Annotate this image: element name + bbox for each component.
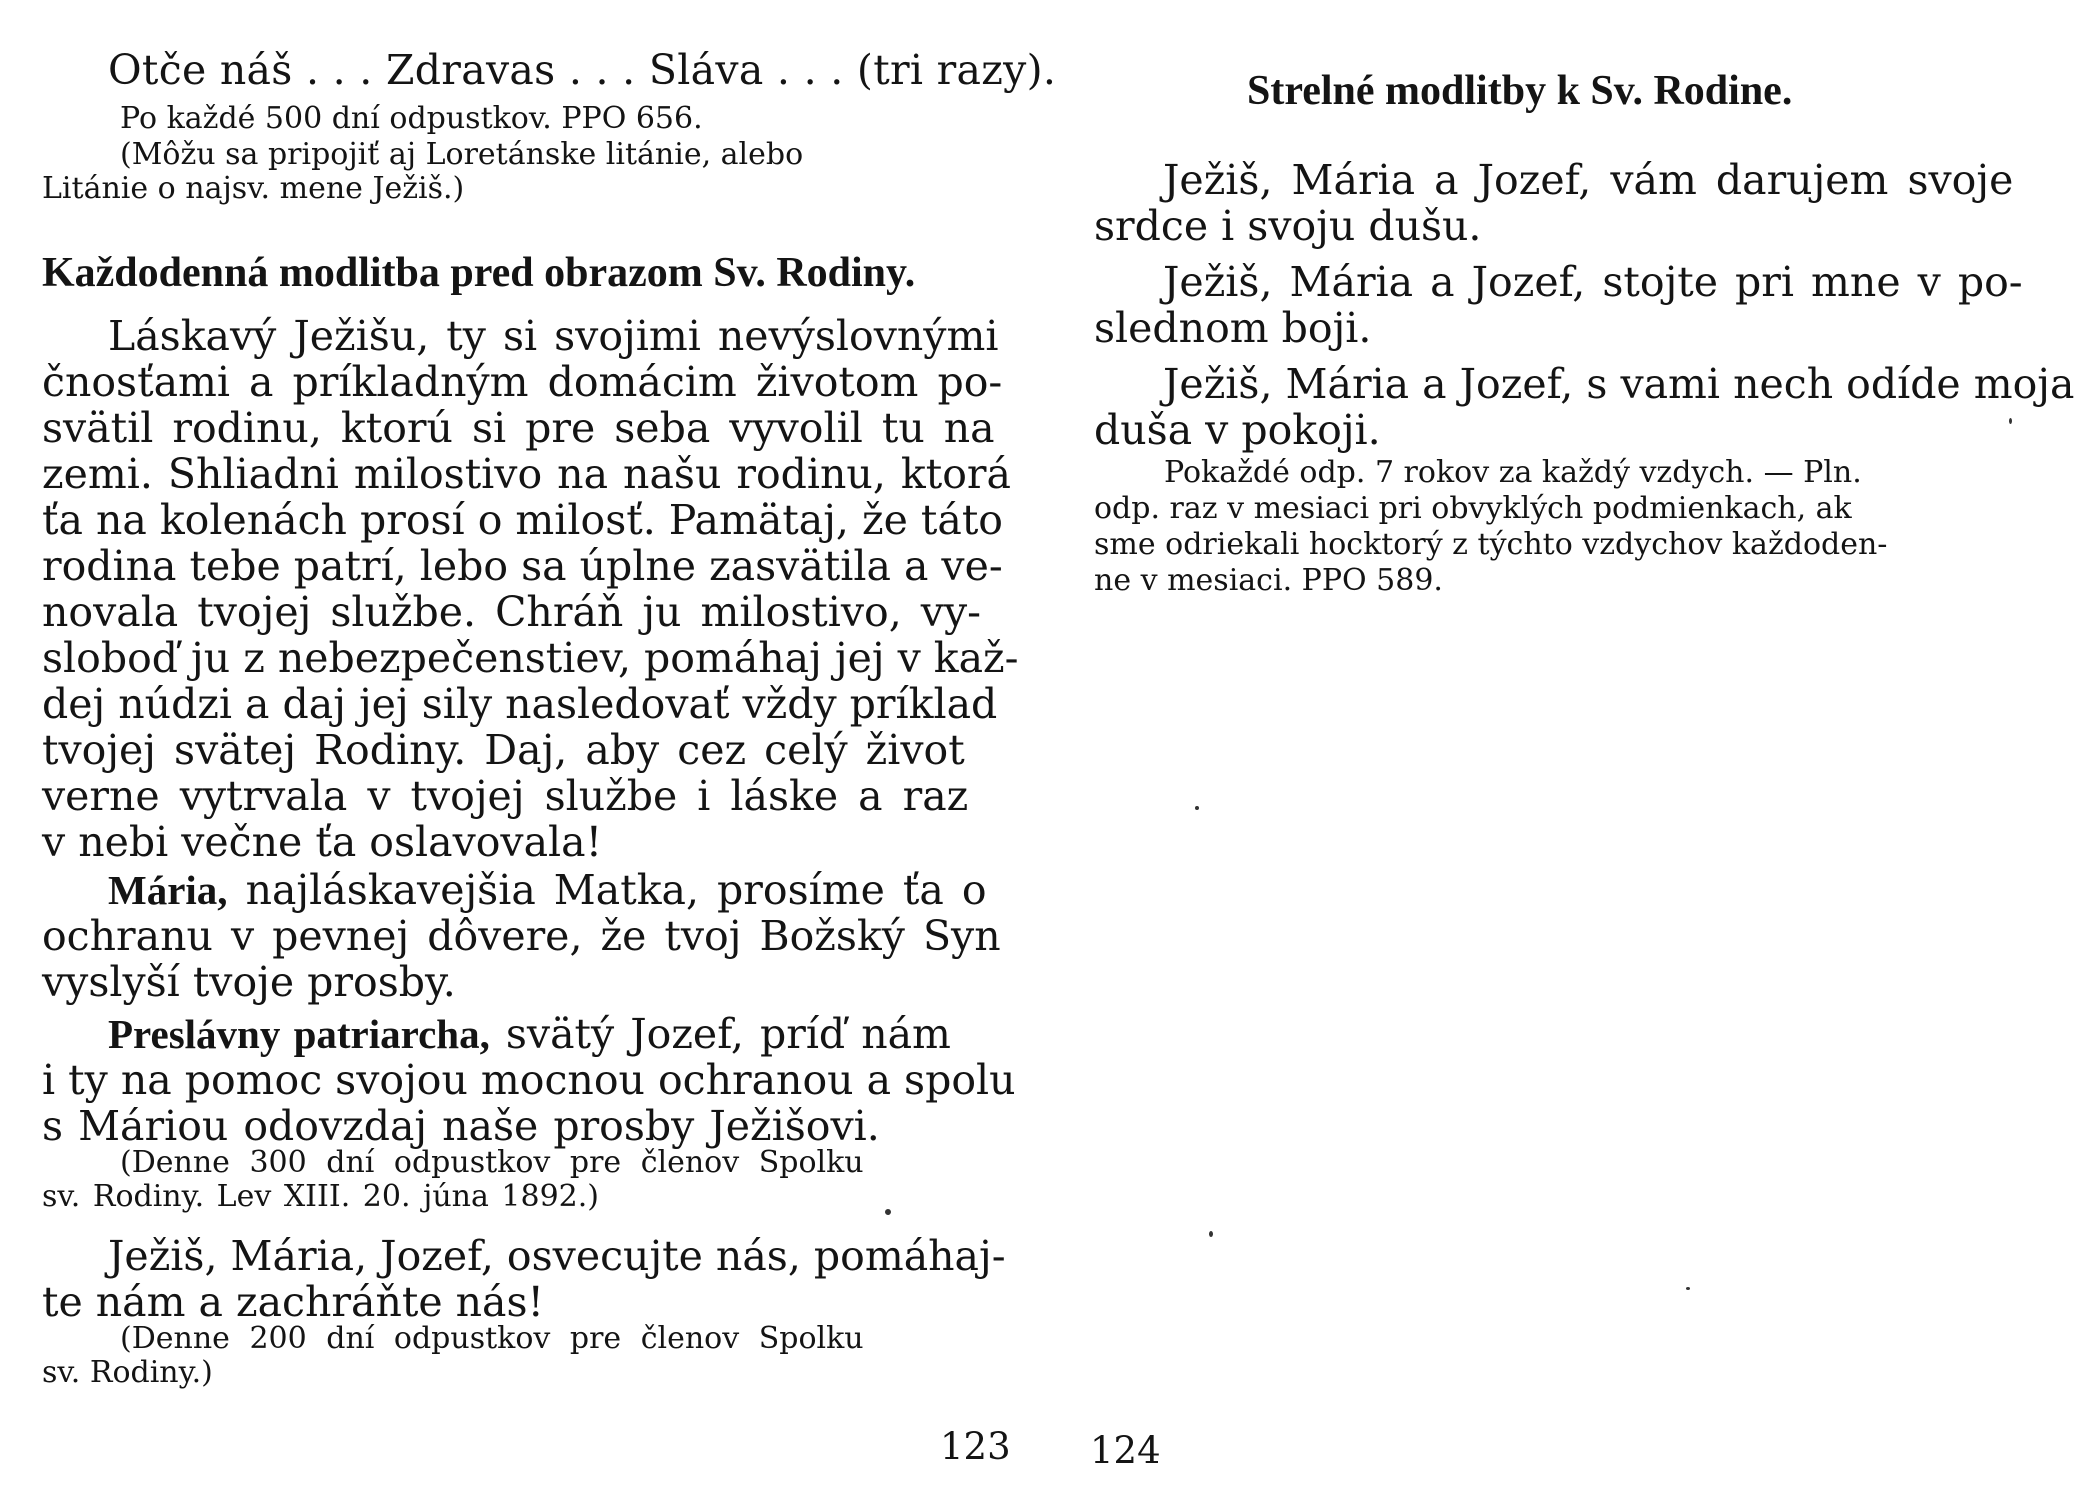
prayer-line: sloboď ju z nebezpečenstiev, pomáhaj jej v kaž- xyxy=(42,634,1019,682)
indulgence-note-line: (Môžu sa pripojiť aj Loretánske litánie, alebo xyxy=(120,137,804,172)
prayer-line: čnosťami a príkladným domácim životom po- xyxy=(42,358,1003,406)
ejaculation-line: Ježiš, Mária a Jozef, s vami nech odíde moja xyxy=(1163,360,2075,408)
maria-paragraph-first-line xyxy=(108,866,987,914)
patriarch-paragraph-first-line xyxy=(108,1010,951,1058)
patriarch-line-text: svätý Jozef, príď nám xyxy=(489,1010,951,1058)
prayer-line: rodina tebe patrí, lebo sa úplne zasvätila a ve- xyxy=(42,542,1003,590)
prayer-line: tvojej svätej Rodiny. Daj, aby cez celý život xyxy=(42,726,965,774)
prayer-line: zemi. Shliadni milostivo na našu rodinu, ktorá xyxy=(42,450,1011,498)
page-number: 124 xyxy=(1090,1429,1161,1472)
patriarch-line: s Máriou odovzdaj naše prosby Ježišovi. xyxy=(42,1102,880,1150)
page-number: 123 xyxy=(940,1425,1011,1468)
section-heading: Každodenná modlitba pred obrazom Sv. Rodiny. xyxy=(42,250,916,296)
maria-line: vyslyší tvoje prosby. xyxy=(42,958,456,1006)
prayer-line: ťa na kolenách prosí o milosť. Pamätaj, že táto xyxy=(42,496,1003,544)
indulgence-note-line: Litánie o najsv. mene Ježiš.) xyxy=(42,171,465,206)
ejaculation-line: Ježiš, Mária, Jozef, osvecujte nás, pomáhaj- xyxy=(108,1232,1006,1280)
ejaculation-line: Ježiš, Mária a Jozef, stojte pri mne v po- xyxy=(1163,258,2023,306)
right-page xyxy=(1042,0,2084,1500)
prayer-line: Láskavý Ježišu, ty si svojimi nevýslovnými xyxy=(108,312,999,360)
maria-line-text: najláskavejšia Matka, prosíme ťa o xyxy=(227,866,987,914)
ejaculation-note-line: (Denne 200 dní odpustkov pre členov Spolku xyxy=(120,1321,864,1356)
indulgence-note-line: sme odriekali hocktorý z týchto vzdychov každoden- xyxy=(1094,527,1888,562)
indulgence-note-line: Po každé 500 dní odpustkov. PPO 656. xyxy=(120,101,703,136)
maria-line: ochranu v pevnej dôvere, že tvoj Božský Syn xyxy=(42,912,1001,960)
scan-speck xyxy=(2009,418,2012,424)
scan-speck xyxy=(1195,806,1199,810)
prayer-line: novala tvojej službe. Chráň ju milostivo, vy- xyxy=(42,588,981,636)
indulgence-note-line: odp. raz v mesiaci pri obvyklých podmienkach, ak xyxy=(1094,491,1852,526)
maria-bold-word: Mária, xyxy=(108,867,228,913)
indulgence-note-line: ne v mesiaci. PPO 589. xyxy=(1094,563,1443,598)
scan-speck xyxy=(1209,1231,1213,1237)
ejaculation-line: Ježiš, Mária a Jozef, vám darujem svoje xyxy=(1163,156,2014,204)
ejaculation-line: slednom boji. xyxy=(1094,304,1372,352)
scan-speck xyxy=(1686,1287,1690,1290)
prayer-line: svätil rodinu, ktorú si pre seba vyvolil tu na xyxy=(42,404,995,452)
prayer-line: verne vytrvala v tvojej službe i láske a raz xyxy=(42,772,969,820)
section-heading: Strelné modlitby k Sv. Rodine. xyxy=(1247,68,1793,114)
patriarch-note-line: sv. Rodiny. Lev XIII. 20. júna 1892.) xyxy=(42,1179,600,1214)
patriarch-line: i ty na pomoc svojou mocnou ochranou a spolu xyxy=(42,1056,1016,1104)
intro-prayer-line: Otče náš . . . Zdravas . . . Sláva . . . (tri razy). xyxy=(108,46,1057,94)
prayer-line: dej núdzi a daj jej sily nasledovať vždy príklad xyxy=(42,680,998,728)
indulgence-note-line: Pokaždé odp. 7 rokov za každý vzdych. — Pln. xyxy=(1164,455,1862,490)
ejaculation-line: duša v pokoji. xyxy=(1094,406,1381,454)
patriarch-note-line: (Denne 300 dní odpustkov pre členov Spolku xyxy=(120,1145,864,1180)
patriarch-bold-words: Preslávny patriarcha, xyxy=(108,1011,490,1057)
prayer-line: v nebi večne ťa oslavovala! xyxy=(42,818,603,866)
ejaculation-note-line: sv. Rodiny.) xyxy=(42,1355,213,1390)
ejaculation-line: te nám a zachráňte nás! xyxy=(42,1278,545,1326)
scan-speck xyxy=(885,1209,891,1215)
ejaculation-line: srdce i svoju dušu. xyxy=(1094,202,1482,250)
